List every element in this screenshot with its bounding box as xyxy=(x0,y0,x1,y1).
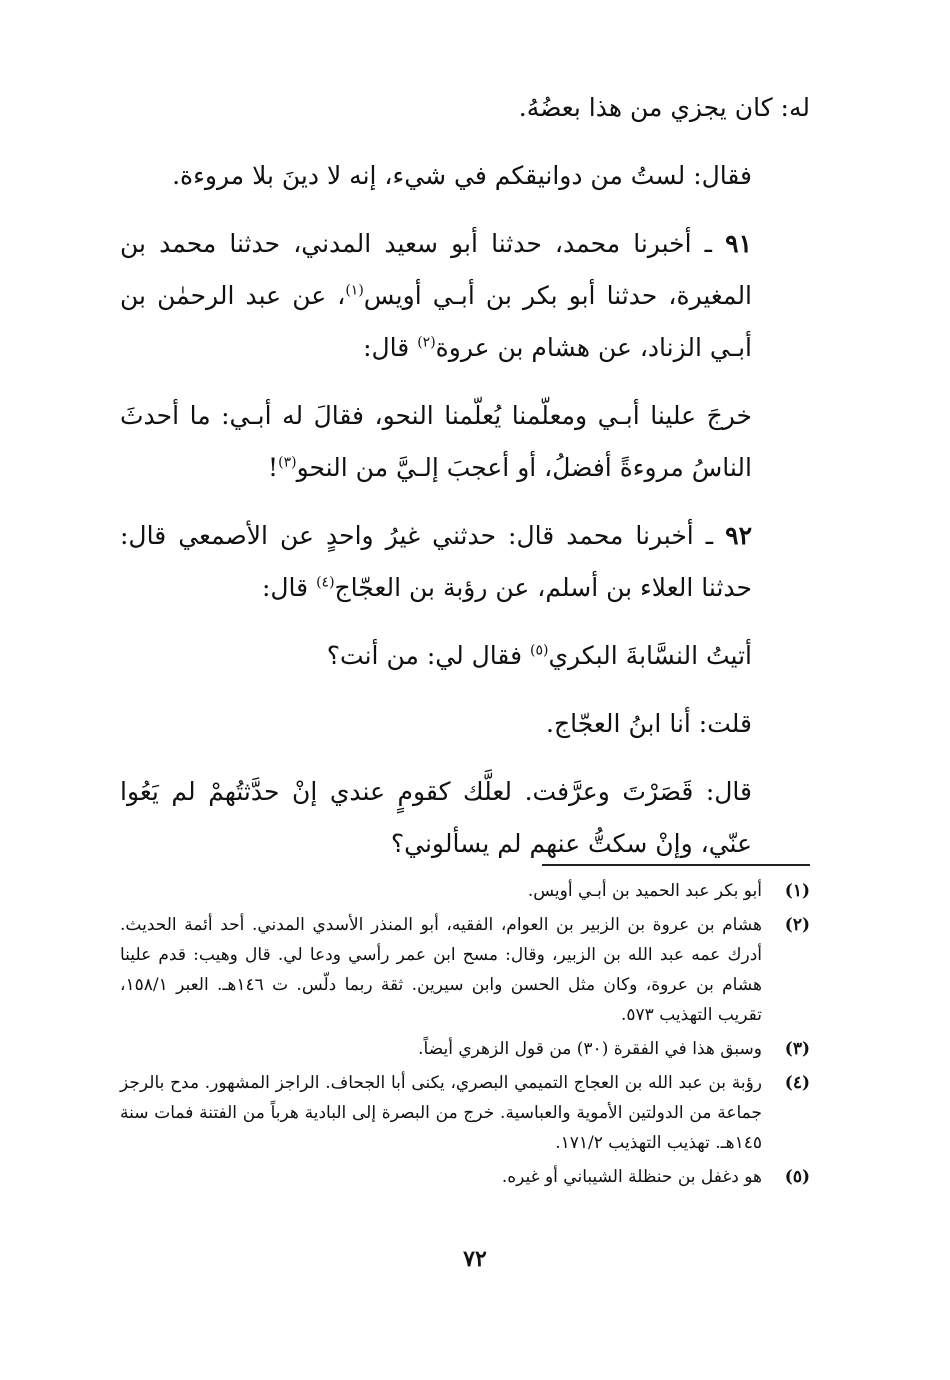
footnote-ref-1: (١) xyxy=(345,282,364,299)
footnote-text: هشام بن عروة بن الزبير بن العوام، الفقيه، أبو المنذر الأسدي المدني. أحد أئمة الحديث. أدرك عمه عبد الله بن الزبير، وقال: مسح ابن عمر رأسي ودعا لي. قال وهيب: قدم علينا هشام بن عروة، وكان مثل الحسن وابن سيرين. ثقة ربما دلّس. ت ١٤٦هـ. العبر ١٥٨/١، تقريب التهذيب ٥٧٣. xyxy=(120,915,762,1025)
footnote-number: (٢) xyxy=(784,915,810,935)
paragraph-91-text-b: ، عن عبد الرحمٰن بن أبـي الزناد، عن هشام بن عروة xyxy=(120,281,752,362)
entry-number-92: ٩٢ xyxy=(725,521,752,550)
footnote-ref-5: (٥) xyxy=(529,642,549,659)
paragraph-92 xyxy=(120,510,810,614)
page-number: ٧٢ xyxy=(463,1246,487,1272)
footnote-5 xyxy=(120,1162,810,1192)
footnote-1 xyxy=(120,876,810,906)
paragraph-4-end: ! xyxy=(268,453,279,482)
footnote-4 xyxy=(120,1068,810,1158)
footnote-text: أبو بكر عبد الحميد بن أبـي أويس. xyxy=(527,881,762,901)
footnote-number: (٤) xyxy=(784,1073,810,1093)
footnote-3 xyxy=(120,1034,810,1064)
paragraph-1-text: له: كان يجزي من هذا بعضُهُ. xyxy=(518,93,810,122)
paragraph-8-text: قال: قَصَرْتَ وعرَّفت. لعلَّك كقومٍ عندي إنْ حدَّثتُهمْ لم يَعُوا عنّي، وإنْ سكتُّ عنهم لم يسألوني؟ xyxy=(120,777,752,858)
footnotes xyxy=(120,876,810,1196)
paragraph-91 xyxy=(120,218,810,374)
paragraph-92-text-b: قال: xyxy=(261,573,317,602)
footnote-divider xyxy=(542,864,810,866)
footnote-text: هو دغفل بن حنظلة الشيباني أو غيره. xyxy=(501,1167,762,1187)
paragraph-91-text-a: ـ أخبرنا محمد، حدثنا أبو سعيد المدني، حدثنا محمد بن المغيرة، حدثنا أبو بكر بن أبـي أويس xyxy=(120,229,753,310)
footnote-number: (١) xyxy=(784,881,810,901)
paragraph-6-text-a: أتيتُ النسَّابةَ البكري xyxy=(548,641,752,670)
paragraph-4-text: خرجَ علينا أبـي ومعلّمنا يُعلّمنا النحو، فقالَ له أبـي: ما أحدثَ الناسُ مروءةً أفضلُ، أو أعجبَ إلـيَّ من النحو xyxy=(120,401,752,482)
paragraph-92-text-a: ـ أخبرنا محمد قال: حدثني غيرُ واحدٍ عن الأصمعي قال: حدثنا العلاء بن أسلم، عن رؤبة بن العجّاج xyxy=(120,521,752,602)
paragraph-2-text: فقال: لستُ من دوانيقكم في شيء، إنه لا دينَ بلا مروءة. xyxy=(172,161,752,190)
footnote-ref-2: (٢) xyxy=(417,334,436,351)
entry-number-91: ٩١ xyxy=(725,229,752,258)
footnote-number: (٣) xyxy=(784,1039,810,1059)
footnote-text: وسبق هذا في الفقرة (٣٠) من قول الزهري أيضاً. xyxy=(418,1039,762,1059)
paragraph-6-text-b: فقال لي: من أنت؟ xyxy=(326,641,530,670)
paragraph-1 xyxy=(120,82,810,134)
main-text xyxy=(120,82,810,886)
paragraph-7-text: قلت: أنا ابنُ العجّاج. xyxy=(546,709,752,738)
footnote-ref-3: (٣) xyxy=(278,454,297,471)
footnote-2 xyxy=(120,910,810,1030)
paragraph-91-text-c: قال: xyxy=(363,333,418,362)
footnote-number: (٥) xyxy=(784,1167,810,1187)
paragraph-8 xyxy=(120,766,810,870)
paragraph-2 xyxy=(120,150,810,202)
paragraph-4 xyxy=(120,390,810,494)
paragraph-6 xyxy=(120,630,810,682)
footnote-text: رؤبة بن عبد الله بن العجاج التميمي البصري، يكنى أبا الجحاف. الراجز المشهور. مدح بالرجز جماعة من الدولتين الأموية والعباسية. خرج من البصرة إلى البادية هرباً من الفتنة فمات سنة ١٤٥هـ. تهذيب التهذيب ١٧١/٢. xyxy=(120,1073,762,1153)
footnote-ref-4: (٤) xyxy=(316,574,335,591)
paragraph-7 xyxy=(120,698,810,750)
